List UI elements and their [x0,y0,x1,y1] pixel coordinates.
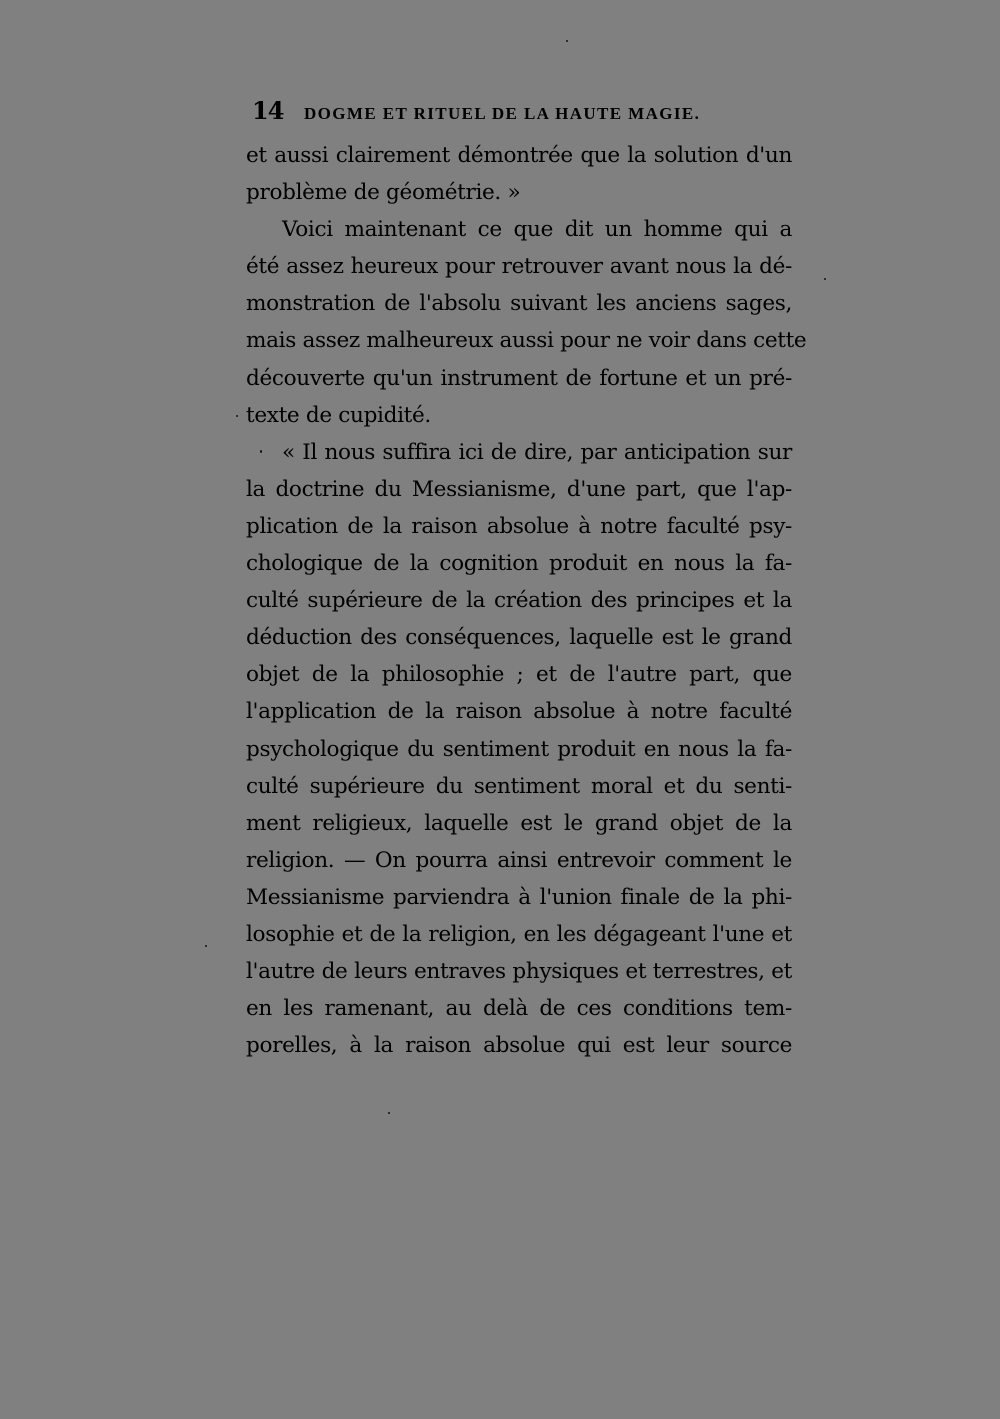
text-line: et aussi clairement démontrée que la solution d'un [246,143,792,168]
text-line: texte de cupidité. [246,402,431,428]
text-line: porelles, à la raison absolue qui est leur source [246,1033,792,1059]
text-line: monstration de l'absolu suivant les anciens sages, [246,291,792,317]
text-line: losophie et de la religion, en les dégageant l'une et [246,921,792,947]
body-text [246,137,807,1064]
text-line: déduction des conséquences, laquelle est le grand [246,625,792,651]
text-line: culté supérieure du sentiment moral et du senti- [246,773,792,799]
scan-speck [824,278,826,280]
scan-speck [236,415,238,417]
running-title: DOGME ET RITUEL DE LA HAUTE MAGIE. [304,104,701,123]
text-line: mais assez malheureux aussi pour ne voir dans cette [246,328,807,354]
text-line: problème de géométrie. » [246,180,521,206]
text-line: objet de la philosophie ; et de l'autre part, que [246,662,792,688]
text-line: l'autre de leurs entraves physiques et terrestres, et [246,959,792,985]
text-line: psychologique du sentiment produit en nous la fa- [246,736,792,762]
text-line: en les ramenant, au delà de ces conditions tem- [246,996,792,1022]
text-line: chologique de la cognition produit en nous la fa- [246,551,792,577]
text-line: été assez heureux pour retrouver avant nous la dé- [246,254,792,280]
text-line: l'application de la raison absolue à notre faculté [246,699,792,725]
running-head [252,96,792,130]
text-line: religion. — On pourra ainsi entrevoir comment le [246,847,792,873]
scan-speck [205,945,207,947]
page-number: 14 [252,96,284,125]
text-line: ment religieux, laquelle est le grand objet de la [246,810,792,836]
scan-speck [388,1112,390,1114]
scan-speck [566,40,568,42]
text-line: Voici maintenant ce que dit un homme qui a [282,217,792,243]
scan-speck [260,450,262,453]
text-line: Messianisme parviendra à l'union finale de la phi- [246,884,792,910]
text-line: « Il nous suffira ici de dire, par anticipation sur [282,439,792,465]
text-line: culté supérieure de la création des principes et la [246,588,792,614]
text-line: plication de la raison absolue à notre faculté psy- [246,513,792,539]
text-line: découverte qu'un instrument de fortune et un pré- [246,365,792,391]
text-line: la doctrine du Messianisme, d'une part, que l'ap- [246,476,792,502]
